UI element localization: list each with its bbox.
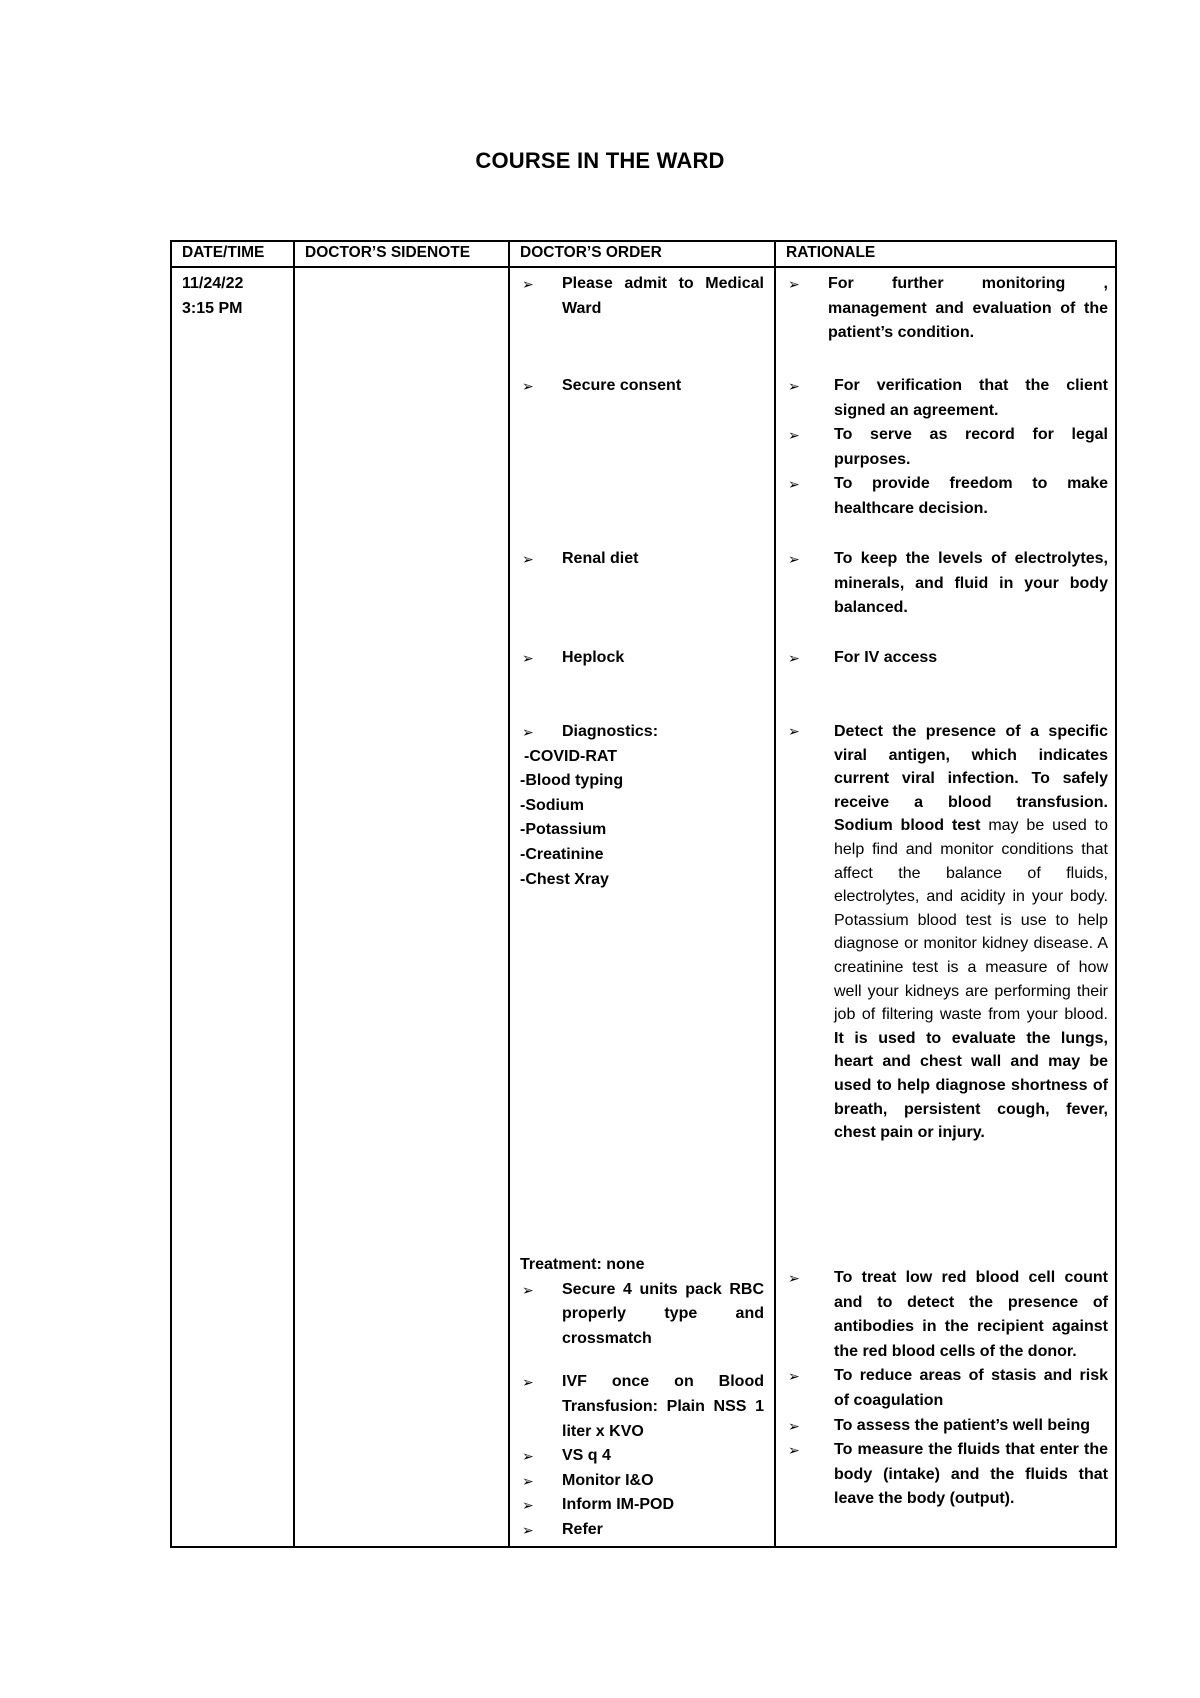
- header-sidenote: DOCTOR’S SIDENOTE: [294, 241, 509, 267]
- diagnostic-item: -COVID-RAT: [524, 747, 618, 765]
- diagnostic-item: -Sodium: [520, 796, 584, 814]
- order-consent: ➢ Secure consent: [520, 374, 764, 399]
- diagnostic-item: -Potassium: [520, 821, 607, 839]
- arrow-bullet-icon: ➢: [522, 724, 534, 740]
- header-order: DOCTOR’S ORDER: [509, 241, 775, 267]
- order-heplock: ➢ Heplock: [520, 646, 764, 671]
- date-time-cell: [171, 267, 294, 1547]
- order-diagnostics: ➢ Diagnostics: -COVID-RAT -Blood typing -Sodium -Potassium -Creatinine -Chest Xray: [520, 720, 764, 892]
- arrow-bullet-icon: ➢: [522, 1472, 534, 1489]
- arrow-bullet-icon: ➢: [788, 476, 800, 493]
- rationale-consent: ➢ For verification that the client signed an agreement. ➢ To serve as record for legal purposes. ➢ To provide freedom to make healthcare decision.: [786, 374, 1108, 522]
- arrow-bullet-icon: ➢: [522, 551, 534, 567]
- course-table: [170, 240, 1117, 1548]
- arrow-bullet-icon: ➢: [788, 551, 800, 567]
- rationale-admit: ➢ For further monitoring , management and evaluation of the patient’s condition.: [786, 272, 1108, 346]
- entry-time: 3:15 PM: [182, 300, 243, 317]
- diagnostic-item: -Chest Xray: [520, 870, 609, 888]
- arrow-bullet-icon: ➢: [522, 650, 534, 666]
- rationale-cell: [775, 267, 1116, 1547]
- arrow-bullet-icon: ➢: [788, 1368, 800, 1385]
- arrow-bullet-icon: ➢: [522, 1281, 534, 1298]
- entry-date: 11/24/22: [182, 275, 244, 292]
- arrow-bullet-icon: ➢: [788, 276, 800, 292]
- arrow-bullet-icon: ➢: [522, 1374, 534, 1391]
- rationale-heplock: ➢ For IV access: [786, 646, 1108, 671]
- arrow-bullet-icon: ➢: [522, 1497, 534, 1514]
- arrow-bullet-icon: ➢: [788, 1417, 800, 1434]
- header-rationale: RATIONALE: [775, 241, 1116, 267]
- diagnostic-item: -Blood typing: [520, 772, 624, 790]
- header-row: [171, 241, 1116, 267]
- sidenote-cell: [294, 267, 509, 1547]
- treatment-label: Treatment: none: [520, 1256, 645, 1273]
- diagnostic-item: -Creatinine: [520, 845, 604, 863]
- arrow-bullet-icon: ➢: [788, 650, 800, 666]
- arrow-bullet-icon: ➢: [522, 276, 534, 292]
- table-row: [171, 267, 1116, 1547]
- rationale-diagnostics: ➢ Detect the presence of a specific viral antigen, which indicates current viral infection. To safely receive a blood transfusion. Sodium blood test may be used to help find and monitor conditions that affect the balance of fluids, electrolytes, and acidity in your body. Potassium blood test is use to help diagnose or monitor kidney disease. A creatinine test is a measure of how well your kidneys are performing their job of filtering waste from your blood. It is used to evaluate the lungs, heart and chest wall and may be used to help diagnose shortness of breath, persistent cough, fever, chest pain or injury.: [786, 720, 1108, 1145]
- arrow-bullet-icon: ➢: [522, 1521, 534, 1538]
- header-date-time: DATE/TIME: [171, 241, 294, 267]
- order-treatment: Treatment: none ➢ Secure 4 units pack RBC properly type and crossmatch ➢ IVF once on Blood Transfusion: Plain NSS 1 liter x KVO ➢ VS q 4 ➢ Monitor I&O ➢ Inform IM-POD ➢ Refer: [520, 1253, 764, 1543]
- arrow-bullet-icon: ➢: [788, 1442, 800, 1459]
- order-diet: ➢ Renal diet: [520, 547, 764, 572]
- arrow-bullet-icon: ➢: [788, 427, 800, 444]
- arrow-bullet-icon: ➢: [788, 1270, 800, 1286]
- rationale-diet: ➢ To keep the levels of electrolytes, minerals, and fluid in your body balanced.: [786, 547, 1108, 621]
- order-admit: ➢ Please admit to Medical Ward: [520, 272, 764, 321]
- order-cell: [509, 267, 775, 1547]
- page-title: COURSE IN THE WARD: [475, 148, 725, 173]
- arrow-bullet-icon: ➢: [788, 378, 800, 394]
- arrow-bullet-icon: ➢: [522, 1448, 534, 1465]
- arrow-bullet-icon: ➢: [522, 378, 534, 394]
- rationale-treatment: ➢ To treat low red blood cell count and to detect the presence of antibodies in the recipient against the red blood cells of the donor. ➢ To reduce areas of stasis and risk of coagulation ➢ To assess the patient’s well being ➢ To measure the fluids that enter the body (intake) and the fluids that leave the body (output).: [786, 1266, 1108, 1512]
- arrow-bullet-icon: ➢: [788, 723, 800, 739]
